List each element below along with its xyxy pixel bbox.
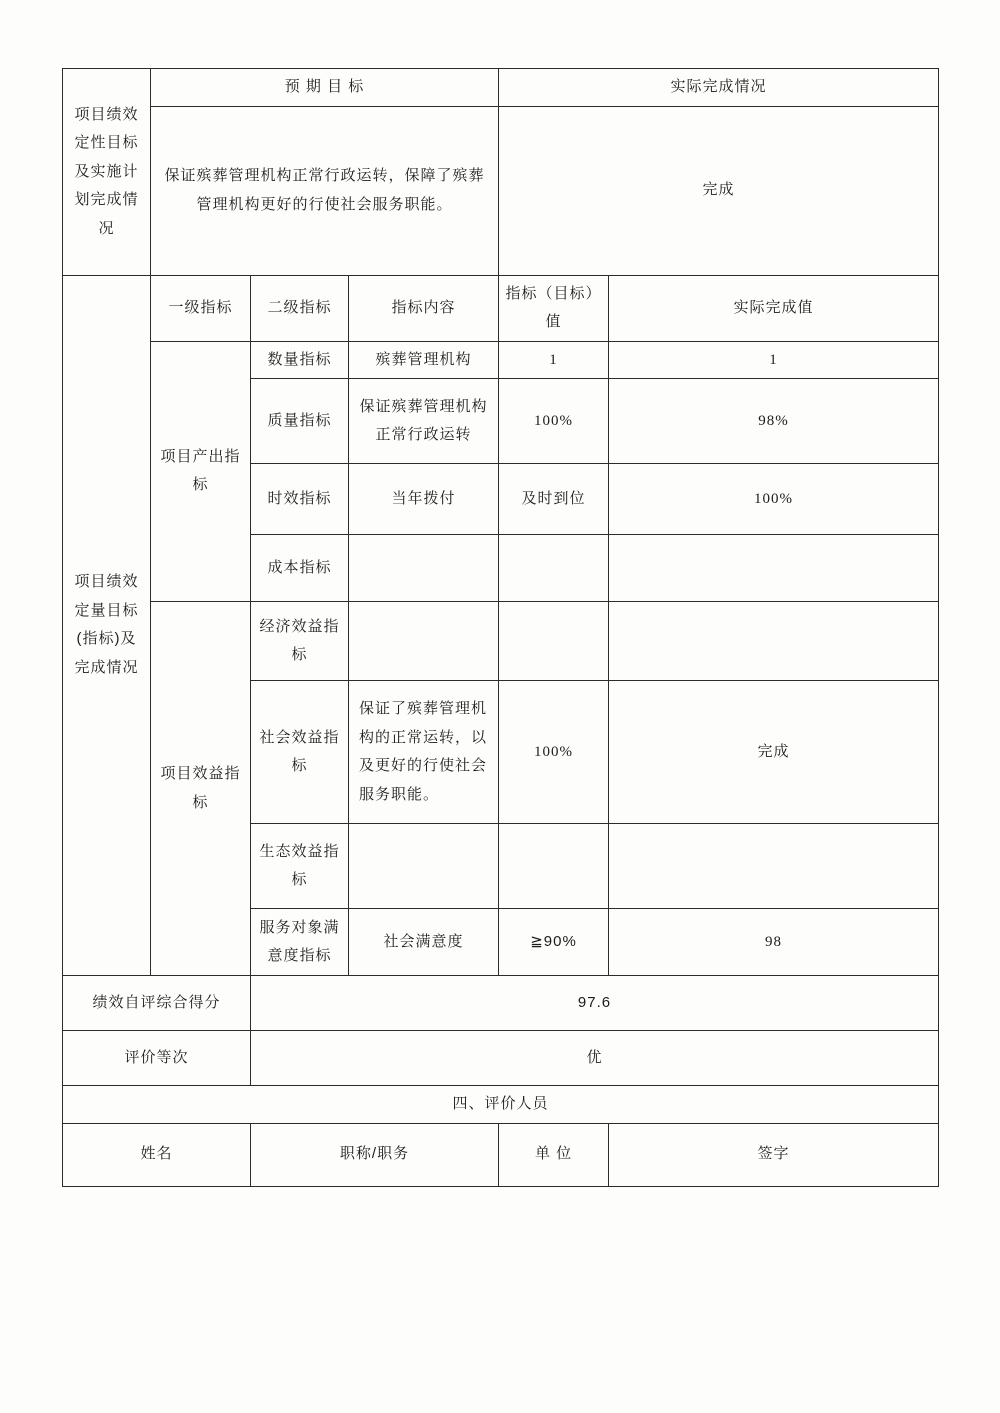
actual-quantity: 1 (609, 341, 939, 379)
target-timeliness: 及时到位 (499, 464, 609, 535)
content-cost (349, 535, 499, 602)
col-name: 姓名 (63, 1123, 251, 1186)
content-timeliness: 当年拨付 (349, 464, 499, 535)
header-level2: 二级指标 (251, 275, 349, 341)
evaluators-title-row (63, 1086, 939, 1124)
qualitative-header-row (63, 69, 939, 107)
score-value: 97.6 (251, 976, 939, 1031)
score-row (63, 976, 939, 1031)
content-social: 保证了殡葬管理机构的正常运转，以及更好的行使社会服务职能。 (349, 681, 499, 824)
performance-evaluation-form (62, 68, 938, 1187)
actual-cost (609, 535, 939, 602)
quantitative-row-label: 项目绩效定量目标(指标)及完成情况 (63, 275, 151, 976)
target-satisfaction: ≧90% (499, 909, 609, 976)
content-satisfaction: 社会满意度 (349, 909, 499, 976)
content-quality: 保证殡葬管理机构正常行政运转 (349, 379, 499, 464)
evaluators-header-row (63, 1123, 939, 1186)
grade-row (63, 1031, 939, 1086)
grade-value: 优 (251, 1031, 939, 1086)
table-row (63, 341, 939, 379)
header-content: 指标内容 (349, 275, 499, 341)
actual-ecological (609, 824, 939, 909)
target-quality: 100% (499, 379, 609, 464)
target-social: 100% (499, 681, 609, 824)
grade-label: 评价等次 (63, 1031, 251, 1086)
table-row (63, 602, 939, 681)
target-ecological (499, 824, 609, 909)
actual-social: 完成 (609, 681, 939, 824)
actual-timeliness: 100% (609, 464, 939, 535)
col-unit: 单 位 (499, 1123, 609, 1186)
qualitative-content-row (63, 106, 939, 275)
score-label: 绩效自评综合得分 (63, 976, 251, 1031)
header-target-value: 指标（目标）值 (499, 275, 609, 341)
expected-goal-header: 预 期 目 标 (151, 69, 499, 107)
level2-satisfaction: 服务对象满意度指标 (251, 909, 349, 976)
content-economic (349, 602, 499, 681)
content-ecological (349, 824, 499, 909)
target-cost (499, 535, 609, 602)
expected-goal-text: 保证殡葬管理机构正常行政运转，保障了殡葬管理机构更好的行使社会服务职能。 (151, 106, 499, 275)
actual-completion-header: 实际完成情况 (499, 69, 939, 107)
col-signature: 签字 (609, 1123, 939, 1186)
level2-cost: 成本指标 (251, 535, 349, 602)
level2-timeliness: 时效指标 (251, 464, 349, 535)
level2-ecological: 生态效益指标 (251, 824, 349, 909)
actual-satisfaction: 98 (609, 909, 939, 976)
actual-economic (609, 602, 939, 681)
level2-quality: 质量指标 (251, 379, 349, 464)
qualitative-row-label: 项目绩效定性目标及实施计划完成情况 (63, 69, 151, 276)
evaluators-section-title: 四、评价人员 (63, 1086, 939, 1124)
quantitative-header-row (63, 275, 939, 341)
level2-quantity: 数量指标 (251, 341, 349, 379)
group-level1-output: 项目产出指标 (151, 341, 251, 602)
actual-completion-text: 完成 (499, 106, 939, 275)
header-actual-value: 实际完成值 (609, 275, 939, 341)
content-quantity: 殡葬管理机构 (349, 341, 499, 379)
level2-social: 社会效益指标 (251, 681, 349, 824)
form-table (62, 68, 939, 1187)
level2-economic: 经济效益指标 (251, 602, 349, 681)
col-title-position: 职称/职务 (251, 1123, 499, 1186)
target-quantity: 1 (499, 341, 609, 379)
group-level1-benefit: 项目效益指标 (151, 602, 251, 976)
actual-quality: 98% (609, 379, 939, 464)
target-economic (499, 602, 609, 681)
header-level1: 一级指标 (151, 275, 251, 341)
